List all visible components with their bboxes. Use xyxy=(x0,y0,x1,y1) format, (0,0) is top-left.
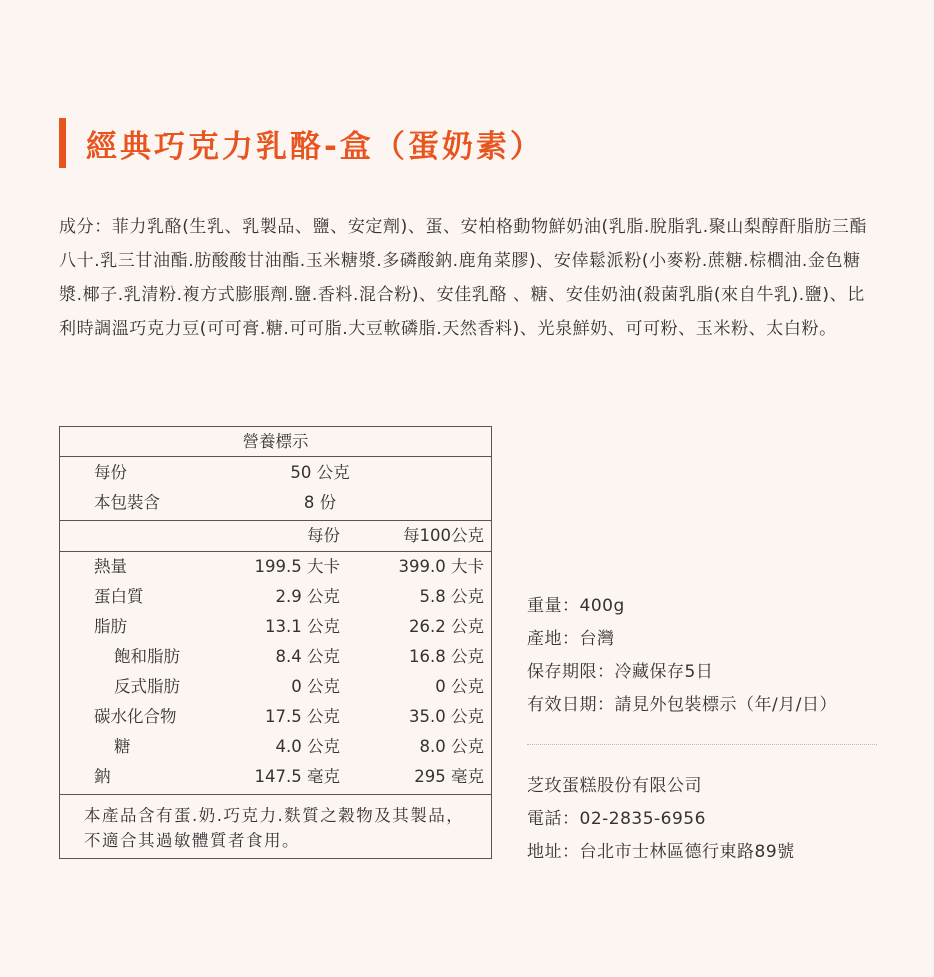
col-per-serving: 每份 xyxy=(307,526,340,545)
origin-text: 產地：台灣 xyxy=(527,629,615,649)
nutrient-per-100g: 399.0 大卡 xyxy=(398,557,484,576)
nutrient-per-100g: 8.0 公克 xyxy=(419,737,484,756)
weight-text: 重量：400g xyxy=(527,596,625,616)
serving-label: 每份 xyxy=(94,463,127,482)
nutrient-row xyxy=(60,552,491,582)
nutrient-label: 鈉 xyxy=(94,767,111,786)
nutrient-row xyxy=(60,732,491,762)
serving-row xyxy=(60,458,491,488)
product-info xyxy=(527,590,837,722)
nutrient-row xyxy=(60,612,491,642)
package-label: 本包裝含 xyxy=(94,493,160,512)
nutrient-rows xyxy=(60,552,491,795)
dotted-divider xyxy=(527,744,877,745)
nutrition-table xyxy=(59,426,492,859)
package-row xyxy=(60,488,491,518)
package-value: 8 份 xyxy=(303,493,337,512)
nutrient-row xyxy=(60,702,491,732)
nutrient-per-serving: 17.5 公克 xyxy=(265,707,340,726)
nutrient-per-100g: 0 公克 xyxy=(435,677,484,696)
nutrient-label: 熱量 xyxy=(94,557,127,576)
nutrient-per-serving: 147.5 毫克 xyxy=(254,767,340,786)
nutrient-label: 飽和脂肪 xyxy=(114,647,180,666)
storage-text: 保存期限：冷藏保存5日 xyxy=(527,662,714,682)
nutrient-per-100g: 5.8 公克 xyxy=(419,587,484,606)
nutrient-per-serving: 4.0 公克 xyxy=(275,737,340,756)
nutrient-per-serving: 2.9 公克 xyxy=(275,587,340,606)
nutrient-row xyxy=(60,642,491,672)
nutrient-per-100g: 26.2 公克 xyxy=(409,617,484,636)
company-info xyxy=(527,770,795,869)
company-phone: 電話：02-2835-6956 xyxy=(527,809,706,829)
nutrient-per-serving: 13.1 公克 xyxy=(265,617,340,636)
nutrient-label: 糖 xyxy=(114,737,131,756)
title-accent-bar xyxy=(59,118,66,168)
page-title: 經典巧克力乳酪-盒（蛋奶素） xyxy=(86,128,544,165)
nutrient-per-serving: 199.5 大卡 xyxy=(254,557,340,576)
nutrition-column-header xyxy=(60,521,491,552)
title-wrap xyxy=(59,118,544,168)
nutrient-per-serving: 0 公克 xyxy=(291,677,340,696)
nutrient-per-serving: 8.4 公克 xyxy=(275,647,340,666)
nutrient-row xyxy=(60,672,491,702)
expiry-text: 有效日期：請見外包裝標示（年/月/日） xyxy=(527,695,837,715)
nutrient-row xyxy=(60,762,491,792)
serving-block xyxy=(60,457,491,521)
nutrient-row xyxy=(60,582,491,612)
nutrient-label: 反式脂肪 xyxy=(114,677,180,696)
allergen-note: 本產品含有蛋.奶.巧克力.麩質之穀物及其製品，不適合其過敏體質者食用。 xyxy=(84,806,465,850)
nutrition-title: 營養標示 xyxy=(60,427,491,457)
company-name: 芝玫蛋糕股份有限公司 xyxy=(527,776,702,796)
company-address: 地址：台北市士林區德行東路89號 xyxy=(527,842,795,862)
nutrient-per-100g: 295 毫克 xyxy=(414,767,484,786)
nutrient-label: 碳水化合物 xyxy=(94,707,177,726)
serving-value: 50 公克 xyxy=(290,463,350,482)
nutrient-label: 蛋白質 xyxy=(94,587,144,606)
nutrient-per-100g: 35.0 公克 xyxy=(409,707,484,726)
col-per-100g: 每100公克 xyxy=(403,526,484,545)
nutrient-per-100g: 16.8 公克 xyxy=(409,647,484,666)
nutrient-label: 脂肪 xyxy=(94,617,127,636)
ingredients-text: 成分：菲力乳酪(生乳、乳製品、鹽、安定劑)、蛋、安柏格動物鮮奶油(乳脂.脫脂乳.聚山梨醇酐脂肪三酯八十.乳三甘油酯.肪酸酸甘油酯.玉米糖漿.多磷酸鈉.鹿角菜膠)、安倖鬆派粉(小麥粉.蔗糖.棕櫚油.金色糖漿.椰子.乳清粉.複方式膨脹劑.鹽.香料.混合粉)、安佳乳酪 、糖、安佳奶油(殺菌乳脂(來自牛乳).鹽)、比利時調溫巧克力豆(可可膏.糖.可可脂.大豆軟磷脂.天然香料)、光泉鮮奶、可可粉、玉米粉、太白粉。 xyxy=(59,217,868,339)
